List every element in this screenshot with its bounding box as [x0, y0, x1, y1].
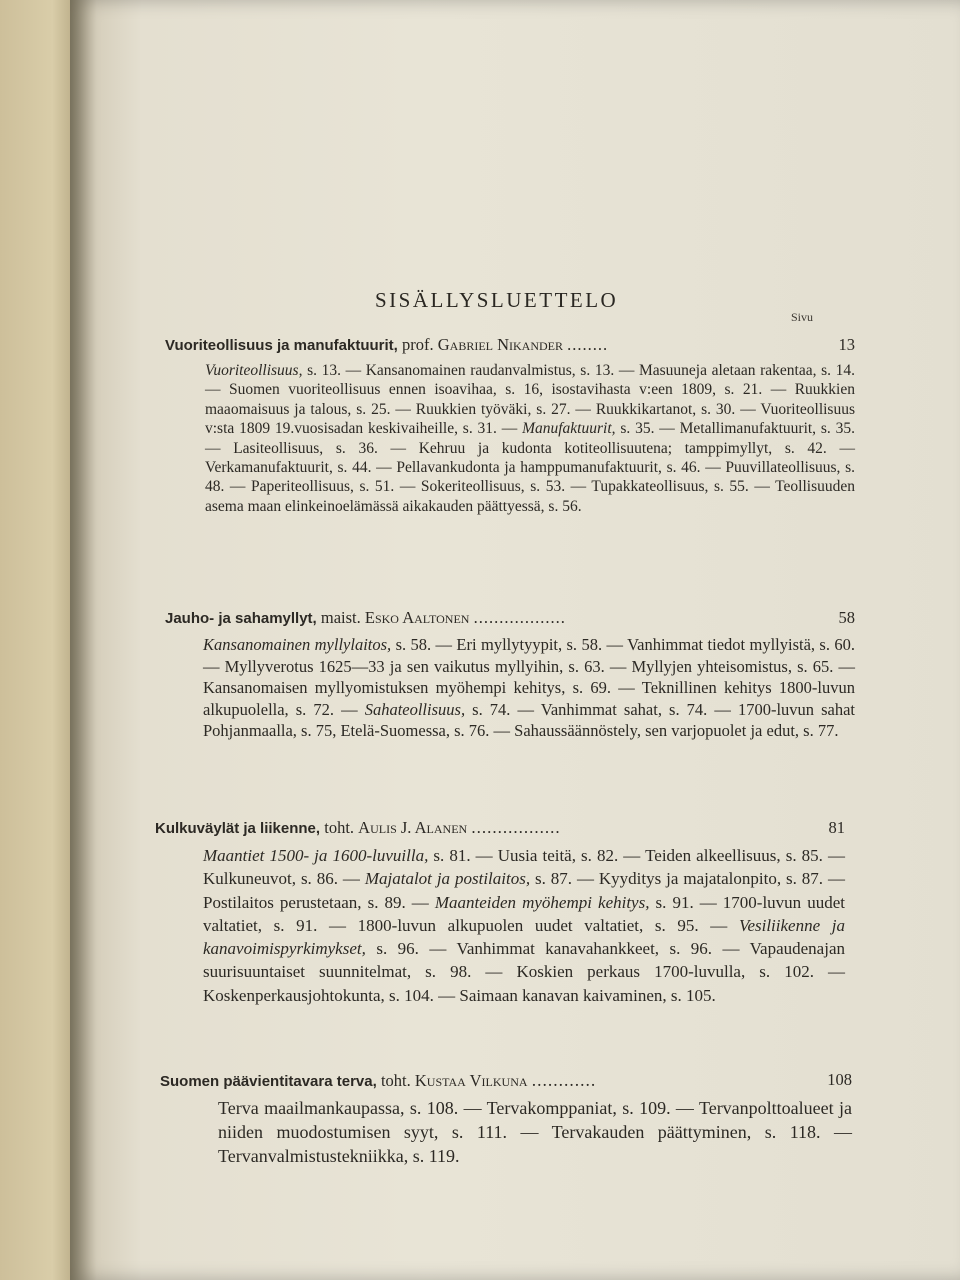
- entry-leader-dots: ........: [567, 335, 609, 354]
- entry-subheading: Vuoriteollisuus,: [205, 362, 303, 379]
- entry-topic: Vuoriteollisuus ja manufaktuurit,: [165, 337, 402, 354]
- toc-entry: [165, 608, 855, 742]
- entry-text: s. 96. — Vanhimmat kanavahankkeet, s. 96. — Vapaudenajan suurisuuntaiset suunnitelmat, s. 98. — Koskien perkaus 1700-luvulla, s. 102. — Koskenperkausjohtokunta, s. 104. — Saimaan kanavan kaivaminen, s. 105.: [203, 939, 845, 1005]
- entry-subheading: Kansanomainen myllylaitos,: [203, 635, 392, 654]
- toc-entry-header: [165, 335, 855, 361]
- toc-entry-header: [165, 608, 855, 634]
- entry-page-number: 108: [827, 1070, 852, 1089]
- entry-description: [203, 634, 855, 742]
- entry-text: s. 13. — Kansanomainen raudanvalmistus, s. 13. — Masuuneja aletaan rakentaa, s. 14. — Suomen vuoriteollisuus ennen isoavihaa, s. 16, isostavihasta v:een 1809, s. 21. — Ruukkien maaomaisuus ja talous, s. 25. — Ruukkien työväki, s. 27. — Ruukkikartanot, s. 30. — Vuoriteollisuus v:sta 1809 19.vuosisadan keskivaiheille, s. 31. —: [205, 362, 855, 438]
- entry-text: s. 87. — Kyyditys ja majatalonpito, s. 87. — Postilaitos perustetaan, s. 89. —: [203, 869, 845, 912]
- entry-text: s. 81. — Uusia teitä, s. 82. — Teiden alkeellisuus, s. 85. — Kulkuneuvot, s. 86. —: [203, 846, 846, 889]
- entry-page-number: 13: [838, 335, 855, 354]
- toc-entry-header: [155, 818, 845, 844]
- entry-subheading: Maanteiden myöhempi kehitys,: [434, 892, 650, 912]
- entry-text: s. 35. — Metallimanufaktuurit, s. 35. — Lasiteollisuus, s. 36. — Kehruu ja kudonta kotiteollisuutena; tamppimyllyt, s. 42. — Verkamanufaktuurit, s. 44. — Pellavankudonta ja hamppumanufaktuurit, s. 46. — Puuvillateollisuus, s. 48. — Paperiteollisuus, s. 51. — Sokeriteollisuus, s. 53. — Tupakkateollisuus, s. 55. — Teollisuuden asema maan elinkeinoelämässä aikakauden päättyessä, s. 56.: [205, 420, 855, 515]
- entry-description: [205, 361, 855, 516]
- toc-entry: [165, 335, 855, 516]
- entry-page-number: 81: [828, 818, 845, 837]
- entry-author-prefix: prof.: [401, 335, 438, 354]
- entry-leader-dots: ............: [531, 1070, 597, 1090]
- entry-author: Esko Aaltonen: [364, 608, 474, 627]
- entry-author-prefix: toht.: [324, 818, 359, 837]
- page-title: SISÄLLYSLUETTELO: [375, 288, 619, 312]
- entry-subheading: Maantiet 1500- ja 1600-luvuilla,: [203, 846, 429, 865]
- book-page: [70, 0, 960, 1280]
- toc-entry: [155, 818, 845, 1007]
- entry-author: Kustaa Vilkuna: [414, 1071, 532, 1090]
- entry-subheading: Vesiliikenne ja kanavoimispyrkimykset,: [203, 915, 845, 959]
- entry-text: s. 74. — Vanhimmat sahat, s. 74. — 1700-luvun sahat Pohjanmaalla, s. 75, Etelä-Suomessa, s. 76. — Sahaussäännöstely, sen varjopuolet ja edut, s. 77.: [203, 699, 856, 740]
- entry-description: [203, 844, 845, 1007]
- entry-leader-dots: .................: [471, 818, 561, 837]
- entry-topic: Kulkuväylät ja liikenne,: [155, 820, 325, 837]
- entry-text: s. 58. — Eri myllytyypit, s. 58. — Vanhimmat tiedot myllyistä, s. 60. — Myllyverotus 1625—33 ja sen vaikutus myllyihin, s. 63. — Myllyjen yhteisomistus, s. 65. — Kansanomaisen myllyomistuksen myöhempi kehitys, s. 69. — Teknillinen kehitys 1800-luvun alkupuolella, s. 72. —: [203, 635, 856, 719]
- entry-leader-dots: ..................: [473, 608, 566, 627]
- entry-subheading: Majatalot ja postilaitos,: [364, 869, 531, 889]
- entry-author-prefix: toht.: [380, 1071, 415, 1090]
- entry-text: Terva maailmankaupassa, s. 108. — Tervakomppaniat, s. 109. — Tervanpolttoalueet ja niiden muodostumisen syyt, s. 111. — Tervakauden päättyminen, s. 118. — Tervanvalmistustekniikka, s. 119.: [218, 1098, 852, 1166]
- entry-text: s. 91. — 1700-luvun uudet valtatiet, s. 91. — 1800-luvun alkupuolen uudet valtatiet, s. 95. —: [203, 892, 845, 935]
- entry-page-number: 58: [838, 608, 855, 627]
- entry-topic: Suomen päävientitavara terva,: [160, 1073, 381, 1090]
- entry-topic: Jauho- ja sahamyllyt,: [165, 610, 321, 627]
- entry-subheading: Sahateollisuus,: [364, 699, 466, 719]
- entry-author-prefix: maist.: [320, 608, 365, 627]
- entry-author: Gabriel Nikander: [437, 335, 568, 354]
- table-of-contents: [155, 0, 865, 1280]
- toc-entry: [160, 1070, 852, 1168]
- toc-entry-header: [160, 1070, 852, 1096]
- page-column-label: Sivu: [791, 310, 814, 324]
- entry-author: Aulis J. Alanen: [358, 818, 472, 837]
- entry-subheading: Manufaktuurit,: [522, 420, 616, 438]
- entry-description: [218, 1096, 852, 1168]
